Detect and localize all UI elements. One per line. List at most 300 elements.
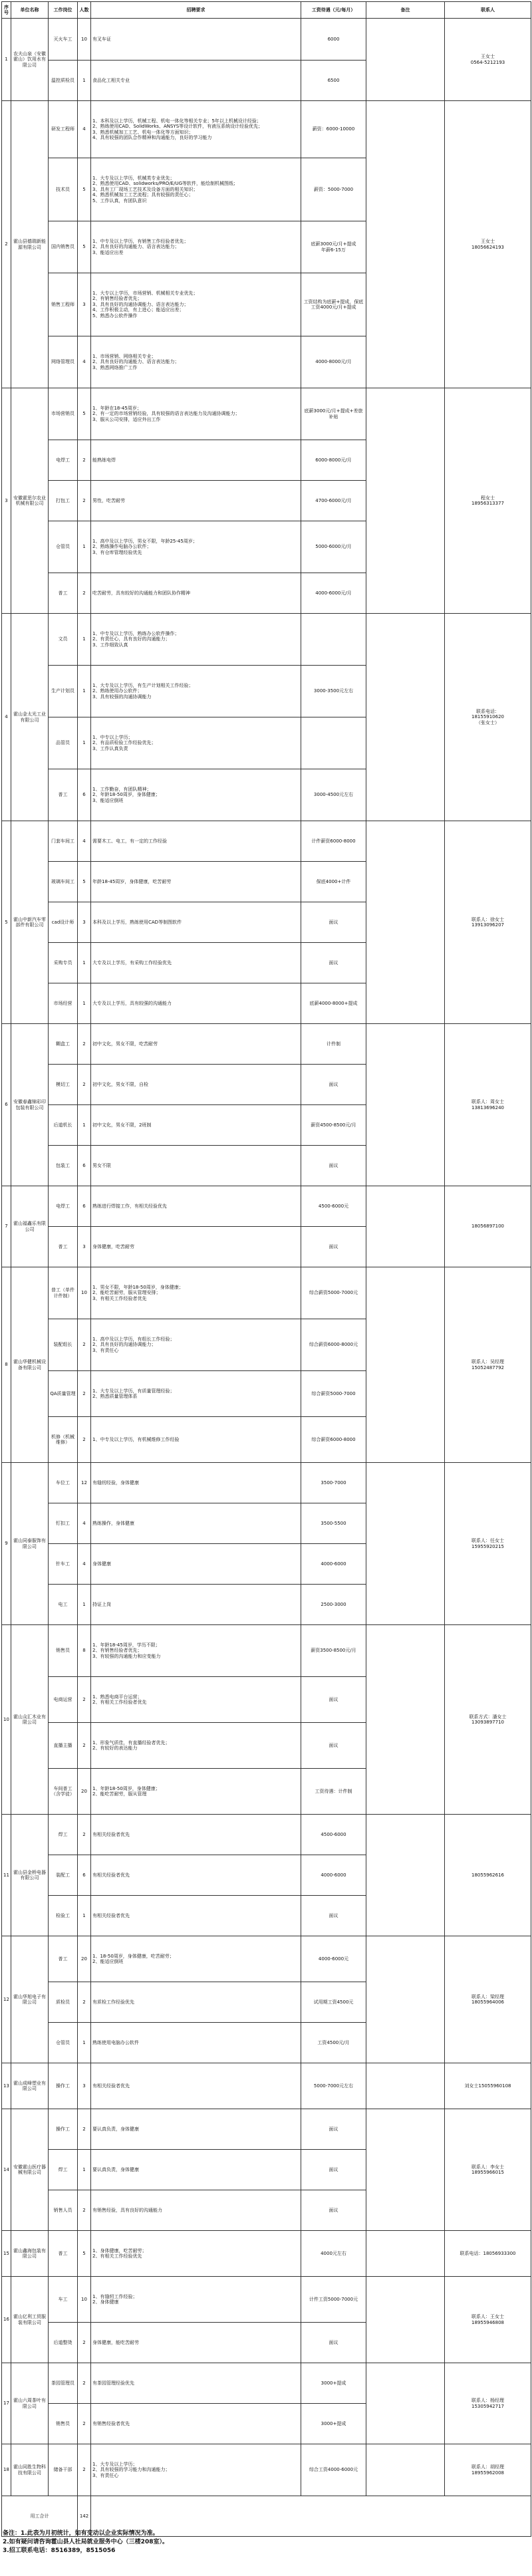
company-seq: 5 [2, 821, 11, 1024]
job-requirements: 身体健康 [91, 1544, 301, 1585]
job-position: 销售员 [49, 2404, 78, 2444]
table-row [2, 101, 531, 158]
job-count: 2 [78, 1417, 91, 1463]
job-count: 2 [78, 2190, 91, 2231]
company-seq: 3 [2, 388, 11, 614]
job-salary: 综合薪资5000-7000元 [301, 1267, 366, 1319]
table-body [2, 2, 531, 2537]
job-requirements: 1、大专及以上学历，机械类专业优先； 2、熟悉使用CAD、solidworks/PRO/E/UG等软件，能绘制机械图纸； 3、具有工厂现场工艺技术及设备方面的相关知识； 4、熟悉机械加工工艺流程；具有较强的责任心； 5、工作认真，有团队意识 [91, 158, 301, 221]
job-remark [366, 614, 445, 821]
job-position: 文员 [49, 614, 78, 666]
job-requirements: 有质检工作经验优先 [91, 1982, 301, 2023]
job-salary: 面议 [301, 2150, 366, 2190]
header-salary: 工资待遇（元/每月） [301, 2, 366, 19]
table-row [2, 1024, 531, 1065]
company-name: 霍山县金桥电器有限公司 [11, 1815, 49, 1936]
company-contact: 联系电话： 18155910620 （张女士） [445, 614, 531, 821]
job-position: 温控质检员 [49, 61, 78, 101]
job-position: 普工 [49, 1227, 78, 1267]
job-position: 装配工 [49, 1855, 78, 1896]
job-requirements: 大专及以上学历，有采购工作经验优先 [91, 943, 301, 983]
company-contact: 18056897100 [445, 1186, 531, 1267]
company-contact: 联系人：吴经理 15052487792 [445, 1267, 531, 1463]
job-position: 后道整烫 [49, 2323, 78, 2363]
job-requirements: 1、大专及以上学历，有质量管理经验； 2、熟悉质量管理体系 [91, 1371, 301, 1417]
job-position: 仓管员 [49, 2023, 78, 2063]
job-count: 5 [78, 388, 91, 440]
job-position: 普工 [49, 1936, 78, 1982]
company-name: 霍山同泰服饰有限公司 [11, 1463, 49, 1625]
table-row [2, 1815, 531, 1855]
job-count: 2 [78, 1024, 91, 1065]
job-salary: 薪资：6000-10000 [301, 101, 366, 158]
job-count: 6 [78, 1146, 91, 1186]
job-salary: 面议 [301, 1227, 366, 1267]
table-row [2, 614, 531, 666]
job-requirements: 1、高中及以上学历，男女不限，年龄25-45周岁； 2、熟练操作电脑办公软件； 3、有仓库管理经验优先 [91, 521, 301, 573]
job-requirements: 有相关经验者优先 [91, 2063, 301, 2109]
job-salary: 6000 [301, 19, 366, 61]
job-remark [366, 2063, 445, 2109]
job-remark [366, 2109, 445, 2231]
job-position: 检验工 [49, 1896, 78, 1936]
job-requirements: 1、中专及以上学历，熟练办公软件操作； 2、有责任心，具有良好的沟通能力； 3、工作细致认真 [91, 614, 301, 666]
job-count: 2 [78, 1677, 91, 1723]
company-seq: 1 [2, 19, 11, 101]
job-position: 销售人员 [49, 2190, 78, 2231]
table-row [2, 1463, 531, 1503]
job-salary: 面议 [301, 1677, 366, 1723]
job-count: 2 [78, 2109, 91, 2150]
job-position: 销售员 [49, 1625, 78, 1677]
job-count: 2 [78, 1815, 91, 1855]
job-remark [366, 2444, 445, 2496]
job-count: 3 [78, 273, 91, 336]
job-requirements: 有缝纫经验，身体健康 [91, 1463, 301, 1503]
table-row [2, 1625, 531, 1677]
job-count: 2 [78, 1065, 91, 1105]
job-salary: 面议 [301, 2323, 366, 2363]
job-requirements: 1、高中及以上学历，有组长工作经验； 2、具有良好的沟通协调能力； 3、有责任心 [91, 1319, 301, 1371]
job-requirements: 1、工作勤奋，有团队精神； 2、年龄18-50周岁，身体健康； 3、能适应倒班 [91, 769, 301, 821]
job-requirements: 男性，吃苦耐劳 [91, 481, 301, 521]
job-salary: 4000-6000 [301, 1544, 366, 1585]
company-name: 霍山金太光工业有限公司 [11, 614, 49, 821]
table-row [2, 2444, 531, 2496]
company-contact: 联系人：胡经理 18955962008 [445, 2444, 531, 2496]
job-remark [366, 2231, 445, 2277]
table-row [2, 2363, 531, 2404]
company-name: 农夫山泉（安徽霍山）饮用水有限公司 [11, 19, 49, 101]
job-count: 5 [78, 862, 91, 902]
job-count: 2 [78, 1723, 91, 1769]
company-seq: 17 [2, 2363, 11, 2444]
job-position: 市场营销员 [49, 388, 78, 440]
job-requirements: 初中文化，男女不限，吃苦耐劳 [91, 1024, 301, 1065]
total-label: 用工合计 [2, 2496, 78, 2537]
job-salary: 工资待遇：计件制 [301, 1769, 366, 1815]
job-count: 5 [78, 2231, 91, 2277]
job-salary: 4000元左右 [301, 2231, 366, 2277]
job-requirements: 持证上岗 [91, 1585, 301, 1625]
company-seq: 14 [2, 2109, 11, 2231]
job-count: 1 [78, 943, 91, 983]
header-seq: 序号 [2, 2, 11, 19]
company-contact: 王女士 0564-5212193 [445, 19, 531, 101]
job-salary: 计件工资5000-7000元 [301, 2277, 366, 2323]
company-name: 安徽春鑫锦彩印包装有限公司 [11, 1024, 49, 1186]
job-count: 1 [78, 983, 91, 1024]
job-position: 包装工 [49, 1146, 78, 1186]
job-count: 3 [78, 902, 91, 943]
job-count: 1 [78, 2150, 91, 2190]
job-position: QA质量管理 [49, 1371, 78, 1417]
job-salary: 工资4500元/月 [301, 2023, 366, 2063]
company-name: 霍山鑫海包装有限公司 [11, 2231, 49, 2277]
job-salary [301, 717, 366, 769]
job-position: 装配组长 [49, 1319, 78, 1371]
table-row [2, 1267, 531, 1319]
job-salary: 面议 [301, 1146, 366, 1186]
job-requirements: 需要木工、电工，有一定的工作经验 [91, 821, 301, 862]
job-requirements: 有叉车证 [91, 19, 301, 61]
job-count: 2 [78, 573, 91, 614]
job-position: 车位工 [49, 1463, 78, 1503]
company-name: 霍山华健机械设备有限公司 [11, 1267, 49, 1463]
job-salary: 4000-6000元/月 [301, 573, 366, 614]
job-requirements: 初中文化，男女不限，2班制 [91, 1105, 301, 1146]
job-position: cad设计师 [49, 902, 78, 943]
company-seq: 7 [2, 1186, 11, 1267]
company-contact: 刘女士15055960108 [445, 2063, 531, 2109]
company-name: 霍山中新汽车零部件有限公司 [11, 821, 49, 1024]
job-position: 灭火车工 [49, 19, 78, 61]
job-position: 后道机长 [49, 1105, 78, 1146]
company-name: 霍山同胜生物科技有限公司 [11, 2444, 49, 2496]
job-position: 普工 [49, 769, 78, 821]
job-requirements: 1、男女不限，年龄18-50周岁，身体健康； 2、能吃苦耐劳，服从管理安排； 3、有相关工作经验者优先 [91, 1267, 301, 1319]
job-requirements: 有相关经验者优先 [91, 1855, 301, 1896]
company-name: 霍山六周茶叶有限公司 [11, 2363, 49, 2444]
job-count: 6 [78, 1855, 91, 1896]
job-remark [366, 101, 445, 388]
company-name: 霍山众汇木业有限公司 [11, 1625, 49, 1815]
table-row [2, 821, 531, 862]
job-position: 仓管员 [49, 521, 78, 573]
job-count: 20 [78, 1769, 91, 1815]
job-requirements: 1、大专及以上学历，有生产计划相关工作经验； 2、熟练使用办公软件； 3、具有较强的沟通协调能力 [91, 666, 301, 717]
company-contact: 18055962616 [445, 1815, 531, 1936]
job-count: 5 [78, 221, 91, 273]
company-name: 霍山华旭电子有限公司 [11, 1936, 49, 2063]
header-remark: 备注 [366, 2, 445, 19]
company-contact: 联系人：周女士 13813696240 [445, 1024, 531, 1186]
job-salary: 2500-3000 [301, 1585, 366, 1625]
table-row [2, 19, 531, 61]
job-requirements: 熟练操作，身体健康 [91, 1503, 301, 1544]
job-count: 3 [78, 1227, 91, 1267]
job-salary: 面议 [301, 1723, 366, 1769]
table-row [2, 388, 531, 440]
job-count: 3 [78, 2063, 91, 2109]
note-line: 3.招工联系电话：8516389，8515056 [3, 2547, 116, 2554]
job-count: 1 [78, 717, 91, 769]
job-count: 1 [78, 521, 91, 573]
job-requirements: 有销售经验，具有良好的沟通能力 [91, 2190, 301, 2231]
job-count: 2 [78, 1319, 91, 1371]
job-salary: 3000-4500元左右 [301, 769, 366, 821]
job-count: 1 [78, 61, 91, 101]
job-position: 网络管理员 [49, 336, 78, 388]
job-count: 2 [78, 1982, 91, 2023]
job-count: 2 [78, 1371, 91, 1417]
job-position: 普工 [49, 2231, 78, 2277]
job-salary: 薪资4500-8500元/月 [301, 1105, 366, 1146]
footer-notes [3, 2529, 528, 2555]
job-remark [366, 2363, 445, 2444]
job-count: 2 [78, 440, 91, 481]
header-position: 工作岗位 [49, 2, 78, 19]
job-position: 针车工 [49, 1544, 78, 1585]
recruitment-table [1, 1, 531, 2537]
company-seq: 15 [2, 2231, 11, 2277]
company-contact: 联系人：杨经理 15305942717 [445, 2363, 531, 2444]
company-contact: 联系方式：潘女士 13093897710 [445, 1625, 531, 1815]
job-salary: 面议 [301, 1896, 366, 1936]
job-salary: 4700-6000元/月 [301, 481, 366, 521]
job-position: 质检员 [49, 1982, 78, 2023]
company-seq: 12 [2, 1936, 11, 2063]
company-name: 霍山县德瑞新能源有限公司 [11, 101, 49, 388]
job-requirements: 熟练进行焊接工作，有相关经验优先 [91, 1186, 301, 1227]
job-requirements: 1、年龄18-45周岁，学历不限； 2、有销售经验者优先； 3、有较强的沟通能力和应变能力 [91, 1625, 301, 1677]
header-contact: 联系人 [445, 2, 531, 19]
job-position: 焊工 [49, 1815, 78, 1855]
job-salary: 6000-8000元/月 [301, 440, 366, 481]
job-salary: 3000-3500元左右 [301, 666, 366, 717]
company-contact: 联系人：任女士 15955920215 [445, 1463, 531, 1625]
job-salary: 薪资：5000-7000 [301, 158, 366, 221]
job-salary: 5000-7000元左右 [301, 2063, 366, 2109]
job-remark [366, 1815, 445, 1936]
job-count: 2 [78, 2404, 91, 2444]
header-company: 单位名称 [11, 2, 49, 19]
job-salary: 6500 [301, 61, 366, 101]
company-seq: 9 [2, 1463, 11, 1625]
job-count: 4 [78, 1544, 91, 1585]
table-row [2, 2109, 531, 2150]
job-count: 1 [78, 1585, 91, 1625]
job-position: 玻璃车间工 [49, 862, 78, 902]
job-count: 6 [78, 769, 91, 821]
job-salary: 4500-6000元 [301, 1186, 366, 1227]
company-seq: 18 [2, 2444, 11, 2496]
header-count: 人数 [78, 2, 91, 19]
job-requirements: 有销售经验者优先 [91, 2404, 301, 2444]
total-count: 142 [78, 2496, 91, 2537]
job-count: 4 [78, 101, 91, 158]
table-row [2, 2277, 531, 2323]
job-requirements: 1、18-50周岁，身体健康，吃苦耐劳； 2、能适应倒班 [91, 1936, 301, 1982]
company-contact: 程女士 18956313377 [445, 388, 531, 614]
job-position: 车工 [49, 2277, 78, 2323]
company-name: 霍山成峰塑业有限公司 [11, 2063, 49, 2109]
job-count: 20 [78, 1936, 91, 1982]
job-requirements: 年龄18-45周岁，身体健康，吃苦耐劳 [91, 862, 301, 902]
job-remark [366, 388, 445, 614]
job-count: 5 [78, 158, 91, 221]
job-position: 采购专员 [49, 943, 78, 983]
company-contact: 联系人：梁经理 18055964006 [445, 1936, 531, 2063]
job-position: 焊工 [49, 2150, 78, 2190]
job-position: 市场经营 [49, 983, 78, 1024]
job-salary: 薪资3500-8500元/月 [301, 1625, 366, 1677]
job-position: 电焊工 [49, 1186, 78, 1227]
job-salary: 底薪3000元/月+提成+差旅补贴 [301, 388, 366, 440]
job-remark [366, 1625, 445, 1815]
job-salary: 3500-5500 [301, 1503, 366, 1544]
job-count: 1 [78, 1896, 91, 1936]
job-position: 国内销售员 [49, 221, 78, 273]
job-requirements: 1、大专以上学历，市场营销、机械相关专业优先； 2、有销售经验者优先； 3、具有良好的沟通协调能力、语言表达能力； 4、工作积极主动，有上进心；能适应出差； 5、熟悉办公软件操作 [91, 273, 301, 336]
job-count: 1 [78, 1105, 91, 1146]
company-contact: 联系人：王女士 18955946808 [445, 2277, 531, 2363]
job-salary: 工资结构为底薪+提成，保底工资4000元/月+提成 [301, 273, 366, 336]
company-seq: 16 [2, 2277, 11, 2363]
job-requirements: 要认真负责，身体健康 [91, 2109, 301, 2150]
job-count: 2 [78, 481, 91, 521]
table-row [2, 1936, 531, 1982]
company-seq: 2 [2, 101, 11, 388]
job-count: 4 [78, 821, 91, 862]
job-requirements: 1、大专及以上学历； 2、具有较强的学习能力和沟通能力； 3、有责任心 [91, 2444, 301, 2496]
job-salary: 保底4000+计件 [301, 862, 366, 902]
job-requirements: 本科及以上学历，熟练使用CAD等制图软件 [91, 902, 301, 943]
job-salary: 面议 [301, 943, 366, 983]
job-salary: 计件制 [301, 1024, 366, 1065]
job-salary [301, 614, 366, 666]
header-requirements: 招聘要求 [91, 2, 301, 19]
job-requirements: 1、身体健康，吃苦耐劳； 2、有相关工作经验优先 [91, 2231, 301, 2277]
header-row [2, 2, 531, 19]
job-salary: 4000-6000元 [301, 1936, 366, 1982]
job-remark [366, 19, 445, 101]
job-remark [366, 1024, 445, 1186]
job-count: 1 [78, 666, 91, 717]
job-requirements: 1、中专及以上学历，有销售工作经验者优先； 2、具有良好的沟通能力、语言表达能力； 3、能适应出差 [91, 221, 301, 273]
job-position: 操作工 [49, 2109, 78, 2150]
job-salary: 面议 [301, 1065, 366, 1105]
job-requirements: 1、市场营销、网络相关专业； 2、具有良好的沟通能力、语言表达能力； 3、熟悉网络推广工作 [91, 336, 301, 388]
job-salary: 综合工资4000-6000元 [301, 2444, 366, 2496]
job-requirements: 吃苦耐劳，具有较好的沟通能力和团队协作精神 [91, 573, 301, 614]
job-position: 茶园管理员 [49, 2363, 78, 2404]
job-count: 2 [78, 2444, 91, 2496]
job-remark [366, 821, 445, 1024]
job-requirements: 有茶园管理经验优先 [91, 2363, 301, 2404]
job-count: 12 [78, 1463, 91, 1503]
job-salary: 综合薪资5000-7000 [301, 1371, 366, 1417]
job-position: 销售工程师 [49, 273, 78, 336]
company-contact: 联系电话：18056933300 [445, 2231, 531, 2277]
job-remark [366, 2277, 445, 2363]
job-count: 1 [78, 2023, 91, 2063]
job-count: 4 [78, 336, 91, 388]
table-row [2, 2063, 531, 2109]
job-requirements: 要认真负责，身体健康 [91, 2150, 301, 2190]
job-position: 模切工 [49, 1065, 78, 1105]
job-count: 10 [78, 19, 91, 61]
job-position: 普工（单件计件制） [49, 1267, 78, 1319]
job-salary: 3000+提成 [301, 2404, 366, 2444]
company-name: 安徽霍思尔农业机械有限公司 [11, 388, 49, 614]
job-requirements: 身体健康，能吃苦耐劳 [91, 2323, 301, 2363]
job-salary: 综合薪资6000-8000 [301, 1417, 366, 1463]
job-requirements: 1、年龄在18-45周岁； 2、有一定的市场营销经验，具有较强的语言表达能力及沟通协调能力； 3、服从公司安排，适应外出工作 [91, 388, 301, 440]
company-contact: 王女士 18056624193 [445, 101, 531, 388]
job-position: 普工 [49, 573, 78, 614]
job-requirements: 1、中专及以上学历，有机械维修工作经验 [91, 1417, 301, 1463]
job-requirements: 1、本科及以上学历，机械工程、机电一体化等相关专业；5年以上机械设计经验； 2、熟练使用CAD、SolidWorks、ANSYS等设计软件，有液压系统设计经验优先； 3、熟悉机械加工工艺、机电一体化等方面知识； 4、具有较强的团队合作精神和沟通能力，良好的学习能力 [91, 101, 301, 158]
job-position: 糊盒工 [49, 1024, 78, 1065]
job-salary: 综合薪资6000-8000元 [301, 1319, 366, 1371]
job-requirements: 熟练使用电脑办公软件 [91, 2023, 301, 2063]
job-requirements: 有相关经验者优先 [91, 1815, 301, 1855]
job-position: 钉扣工 [49, 1503, 78, 1544]
job-position: 研发工程师 [49, 101, 78, 158]
job-count: 4 [78, 1503, 91, 1544]
company-seq: 4 [2, 614, 11, 821]
company-seq: 11 [2, 1815, 11, 1936]
company-seq: 6 [2, 1024, 11, 1186]
job-requirements: 1、年龄18-50周岁，身体健康； 2、能吃苦耐劳，服从管理 [91, 1769, 301, 1815]
job-salary: 底薪3000元/月+提成 年薪6-15万 [301, 221, 366, 273]
job-position: 操作工 [49, 2063, 78, 2109]
job-requirements: 能熟练电焊 [91, 440, 301, 481]
job-count: 1 [78, 614, 91, 666]
job-salary: 面议 [301, 902, 366, 943]
job-salary: 4000-6000 [301, 1855, 366, 1896]
job-position: 品管员 [49, 717, 78, 769]
job-requirements: 男女不限 [91, 1146, 301, 1186]
job-position: 机修（机械维修） [49, 1417, 78, 1463]
job-salary: 3000+提成 [301, 2363, 366, 2404]
job-requirements: 1、中专以上学历； 2、有品质检验工作经验优先； 3、工作认真负责 [91, 717, 301, 769]
table-row [2, 2231, 531, 2277]
job-requirements: 1、熟悉电商平台运营； 2、有相关工作经验者优先 [91, 1677, 301, 1723]
job-position: 打包工 [49, 481, 78, 521]
job-remark [366, 1463, 445, 1625]
job-count: 8 [78, 1625, 91, 1677]
company-seq: 8 [2, 1267, 11, 1463]
job-position: 门套车间工 [49, 821, 78, 862]
job-salary: 3500-7000 [301, 1463, 366, 1503]
job-salary: 4000-8000元/月 [301, 336, 366, 388]
job-count: 10 [78, 1267, 91, 1319]
job-salary: 4500-6000 [301, 1815, 366, 1855]
note-line: 2.如有疑问请咨询霍山县人社局就业服务中心（三楼208室）。 [3, 2539, 168, 2545]
job-position: 直播主播 [49, 1723, 78, 1769]
job-position: 车间普工（含学徒） [49, 1769, 78, 1815]
job-count: 2 [78, 2363, 91, 2404]
job-remark [366, 1186, 445, 1267]
job-position: 储备干部 [49, 2444, 78, 2496]
job-requirements: 身体健康，吃苦耐劳 [91, 1227, 301, 1267]
job-requirements: 1、形象气质佳，有直播经验者优先； 2、有较好的表达能力 [91, 1723, 301, 1769]
job-requirements: 1、有缝纫工作经验； 2、身体健康 [91, 2277, 301, 2323]
job-position: 电工 [49, 1585, 78, 1625]
job-position: 电焊工 [49, 440, 78, 481]
